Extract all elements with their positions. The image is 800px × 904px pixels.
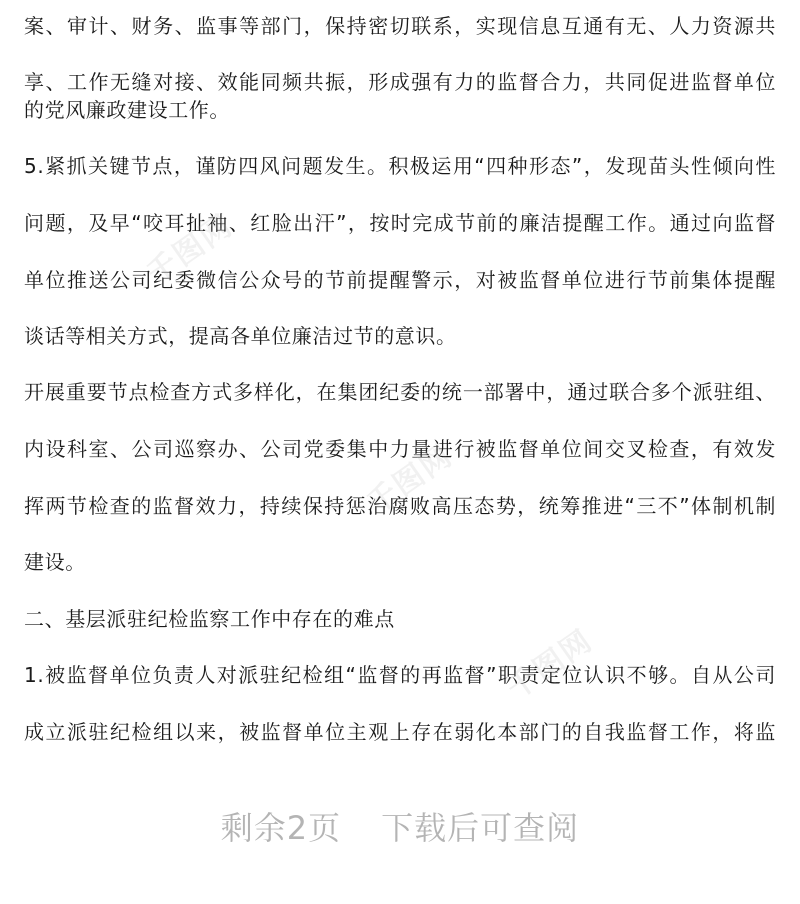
text-line: 享、工作无缝对接、效能同频共振，形成强有力的监督合力，共同促进监督单位 bbox=[24, 70, 776, 94]
text-line: 问题，及早“咬耳扯袖、红脸出汗”，按时完成节前的廉洁提醒工作。通过向监督 bbox=[24, 211, 776, 235]
download-prompt[interactable] bbox=[0, 806, 800, 850]
text-line: 开展重要节点检查方式多样化，在集团纪委的统一部署中，通过联合多个派驻组、 bbox=[24, 380, 776, 404]
watermark: 千图网 bbox=[140, 208, 240, 292]
text-line: 5.紧抓关键节点，谨防四风问题发生。积极运用“四种形态”，发现苗头性倾向性 bbox=[24, 154, 776, 178]
watermark: 千图网 bbox=[360, 438, 460, 522]
watermark: 千图网 bbox=[500, 623, 600, 707]
text-line: 成立派驻纪检组以来，被监督单位主观上存在弱化本部门的自我监督工作，将监 bbox=[24, 720, 776, 744]
text-line: 内设科室、公司巡察办、公司党委集中力量进行被监督单位间交叉检查，有效发 bbox=[24, 437, 776, 461]
text-line: 谈话等相关方式，提高各单位廉洁过节的意识。 bbox=[24, 324, 457, 348]
download-to-view-label: 下载后可查阅 bbox=[381, 809, 580, 847]
text-line: 1.被监督单位负责人对派驻纪检组“监督的再监督”职责定位认识不够。自从公司 bbox=[24, 663, 776, 687]
text-line: 单位推送公司纪委微信公众号的节前提醒警示，对被监督单位进行节前集体提醒 bbox=[24, 268, 776, 292]
text-line: 挥两节检查的监督效力，持续保持惩治腐败高压态势，统筹推进“三不”体制机制 bbox=[24, 494, 776, 518]
text-line: 案、审计、财务、监事等部门，保持密切联系，实现信息互通有无、人力资源共 bbox=[24, 14, 776, 38]
text-line: 的党风廉政建设工作。 bbox=[24, 98, 230, 122]
section-heading: 二、基层派驻纪检监察工作中存在的难点 bbox=[24, 607, 395, 631]
text-line: 建设。 bbox=[24, 550, 86, 574]
remaining-pages-label: 剩余2页 bbox=[220, 809, 342, 847]
